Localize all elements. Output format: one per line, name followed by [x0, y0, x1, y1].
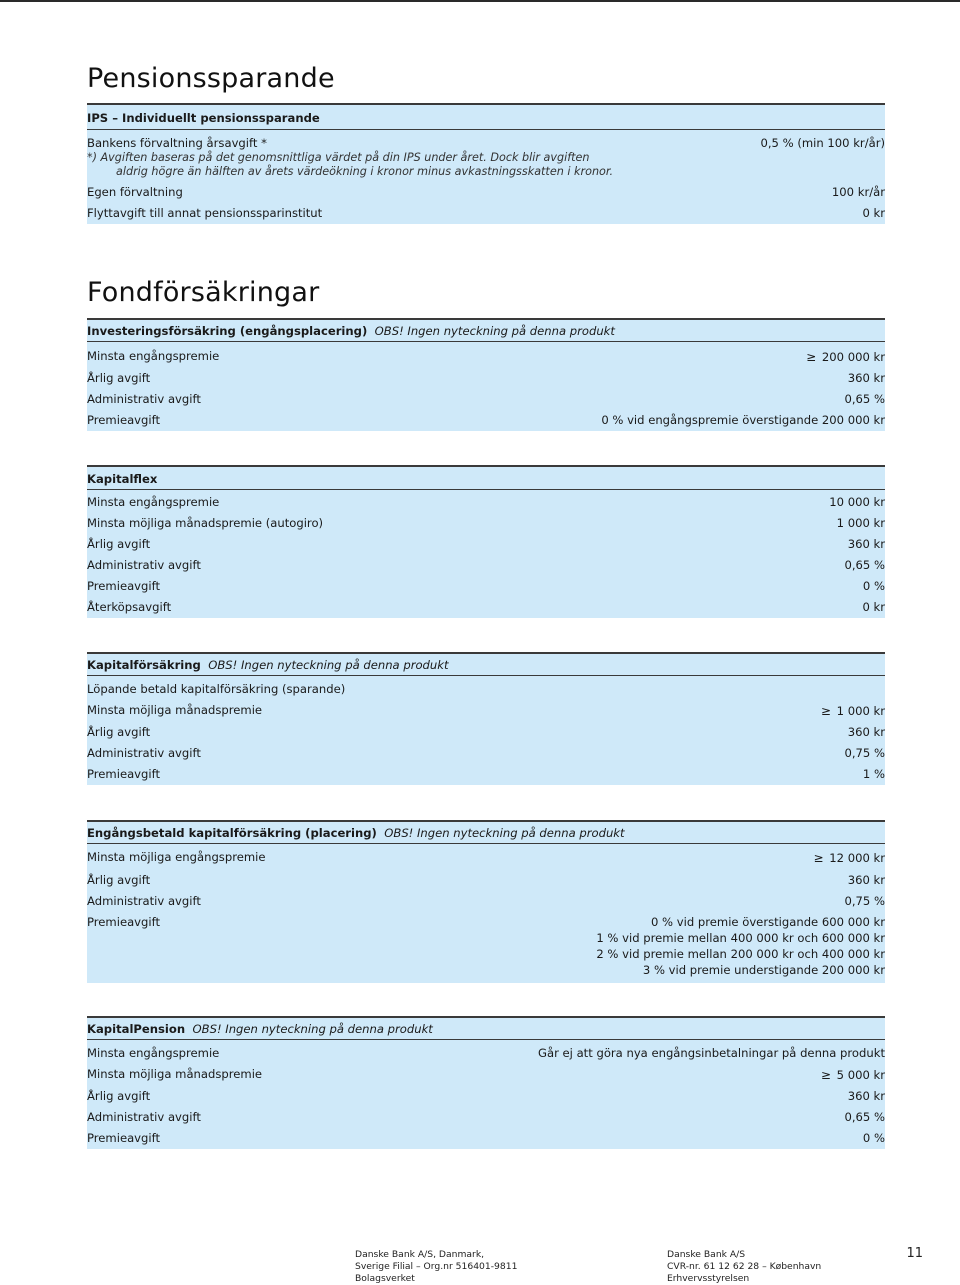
- kpen-row-label: Administrativ avgift: [87, 1110, 201, 1124]
- inv-table: [87, 318, 885, 431]
- kfors-row-label: Premieavgift: [87, 767, 161, 781]
- kpen-row-value: Går ej att göra nya engångsinbetalningar på denna produkt: [538, 1046, 885, 1060]
- kflex-row-value: 0 kr: [862, 600, 885, 614]
- ips-header: IPS – Individuellt pensionssparande: [87, 111, 320, 125]
- kflex-row-label: Administrativ avgift: [87, 558, 201, 572]
- table-rule: [87, 129, 885, 130]
- ips-fee-label: Bankens förvaltning årsavgift *: [87, 136, 267, 150]
- footer-col2-line: Danske Bank A/S: [667, 1249, 746, 1260]
- inv-row-label: Administrativ avgift: [87, 392, 201, 406]
- kfors-table: [87, 652, 885, 785]
- kpen-row-label: Minsta engångspremie: [87, 1046, 220, 1060]
- ips-own-value: 100 kr/år: [831, 185, 885, 199]
- inv-header: Investeringsförsäkring (engångsplacering): [87, 324, 368, 338]
- eng-row-label: Årlig avgift: [87, 873, 151, 887]
- ips-move-value: 0 kr: [862, 206, 885, 220]
- kflex-row-label: Årlig avgift: [87, 537, 151, 551]
- eng-row-label: Premieavgift: [87, 915, 161, 929]
- kflex-table: [87, 465, 885, 618]
- footer-col1-line: Sverige Filial – Org.nr 516401-9811: [355, 1261, 518, 1272]
- inv-row-label: Minsta engångspremie: [87, 349, 220, 363]
- eng-row-value: 0 % vid premie överstigande 600 000 kr: [651, 915, 885, 929]
- footer-col2-line: CVR-nr. 61 12 62 28 – København: [667, 1261, 822, 1272]
- kpen-row-prefix: ≥: [820, 1068, 831, 1082]
- eng-row-value: 360 kr: [847, 873, 885, 887]
- kfors-row-label: Årlig avgift: [87, 725, 151, 739]
- top-rule: [0, 0, 960, 2]
- table-rule: [87, 465, 885, 467]
- table-rule: [87, 103, 885, 105]
- kflex-row-label: Premieavgift: [87, 579, 161, 593]
- kpen-row-value: [821, 1068, 885, 1082]
- inv-row-label: Årlig avgift: [87, 371, 151, 385]
- table-rule: [87, 341, 885, 342]
- kpen-row-label: Premieavgift: [87, 1131, 161, 1145]
- kflex-row-label: Minsta möjliga månadspremie (autogiro): [87, 516, 324, 530]
- table-rule: [87, 820, 885, 822]
- ips-own-label: Egen förvaltning: [87, 185, 183, 199]
- kfors-row-label: Administrativ avgift: [87, 746, 201, 760]
- eng-row-prefix: ≥: [813, 851, 824, 865]
- kfors-header: Kapitalförsäkring: [87, 658, 201, 672]
- kfors-obs: OBS! Ingen nyteckning på denna produkt: [208, 658, 449, 672]
- kpen-row-value: 360 kr: [847, 1089, 885, 1103]
- kflex-header: Kapitalflex: [87, 472, 158, 486]
- table-rule: [87, 843, 885, 844]
- inv-obs: OBS! Ingen nyteckning på denna produkt: [374, 324, 615, 338]
- eng-row-amount: 12 000 kr: [829, 851, 885, 865]
- kflex-row-value: 0 %: [862, 579, 885, 593]
- inv-row-amount: 200 000 kr: [821, 350, 885, 364]
- table-rule: [87, 318, 885, 320]
- inv-row-value: 360 kr: [847, 371, 885, 385]
- kpen-header: KapitalPension: [87, 1022, 186, 1036]
- kpen-row-value: 0 %: [862, 1131, 885, 1145]
- kfors-row-label: Minsta möjliga månadspremie: [87, 703, 263, 717]
- kfors-row-amount: 1 000 kr: [836, 704, 885, 718]
- eng-row-value: [814, 851, 885, 865]
- kfors-row-value: 1 %: [862, 767, 885, 781]
- section-title-fond: Fondförsäkringar: [87, 277, 320, 308]
- inv-row-label: Premieavgift: [87, 413, 161, 427]
- section-title-pension: Pensionssparande: [87, 63, 335, 94]
- inv-row-value: 0,65 %: [844, 392, 885, 406]
- eng-obs: OBS! Ingen nyteckning på denna produkt: [384, 826, 625, 840]
- inv-row-value: [806, 350, 885, 364]
- kflex-row-value: 360 kr: [847, 537, 885, 551]
- eng-row-value: 0,75 %: [844, 894, 885, 908]
- kfors-row-value: 360 kr: [847, 725, 885, 739]
- kflex-row-value: 10 000 kr: [829, 495, 885, 509]
- ips-note-2: aldrig högre än hälften av årets värdeökning i kronor minus avkastningsskatten i kronor.: [116, 165, 614, 178]
- kfors-row-value: [821, 704, 885, 718]
- ips-note-1: *) Avgiften baseras på det genomsnittliga värdet på din IPS under året. Dock blir avgiften: [87, 151, 590, 164]
- eng-header: Engångsbetald kapitalförsäkring (placering): [87, 826, 377, 840]
- kflex-row-label: Minsta engångspremie: [87, 495, 220, 509]
- kpen-row-label: Årlig avgift: [87, 1089, 151, 1103]
- table-rule: [87, 1039, 885, 1040]
- inv-row-prefix: ≥: [806, 350, 817, 364]
- eng-extra-value: 2 % vid premie mellan 200 000 kr och 400 000 kr: [596, 947, 885, 961]
- eng-table: [87, 820, 885, 983]
- kpen-obs: OBS! Ingen nyteckning på denna produkt: [192, 1022, 433, 1036]
- page-number: 11: [906, 1246, 923, 1261]
- eng-header-line: [87, 826, 625, 840]
- kpen-row-label: Minsta möjliga månadspremie: [87, 1067, 263, 1081]
- kpen-row-amount: 5 000 kr: [836, 1068, 885, 1082]
- table-rule: [87, 489, 885, 490]
- kfors-header-line: [87, 658, 449, 672]
- table-rule: [87, 652, 885, 654]
- kflex-row-value: 0,65 %: [844, 558, 885, 572]
- eng-extra-value: 1 % vid premie mellan 400 000 kr och 600 000 kr: [596, 931, 885, 945]
- kflex-row-value: 1 000 kr: [836, 516, 885, 530]
- ips-table: [87, 103, 885, 224]
- table-rule: [87, 675, 885, 676]
- footer-col2-line: Erhvervsstyrelsen: [667, 1273, 750, 1284]
- kpen-header-line: [87, 1022, 433, 1036]
- table-rule: [87, 1016, 885, 1018]
- kflex-row-label: Återköpsavgift: [87, 600, 172, 614]
- ips-move-label: Flyttavgift till annat pensionssparinstitut: [87, 206, 323, 220]
- inv-row-value: 0 % vid engångspremie överstigande 200 000 kr: [601, 413, 885, 427]
- eng-row-label: Administrativ avgift: [87, 894, 201, 908]
- kfors-row-prefix: ≥: [820, 704, 831, 718]
- kfors-row-value: 0,75 %: [844, 746, 885, 760]
- inv-header-line: [87, 324, 615, 338]
- kfors-sub: Löpande betald kapitalförsäkring (sparande): [87, 682, 346, 696]
- eng-extra-value: 3 % vid premie understigande 200 000 kr: [642, 963, 885, 977]
- kpen-table: [87, 1016, 885, 1149]
- ips-fee-value: 0,5 % (min 100 kr/år): [760, 136, 885, 150]
- kpen-row-value: 0,65 %: [844, 1110, 885, 1124]
- eng-row-label: Minsta möjliga engångspremie: [87, 850, 266, 864]
- footer-col1-line: Danske Bank A/S, Danmark,: [355, 1249, 485, 1260]
- footer-col1-line: Bolagsverket: [355, 1273, 415, 1284]
